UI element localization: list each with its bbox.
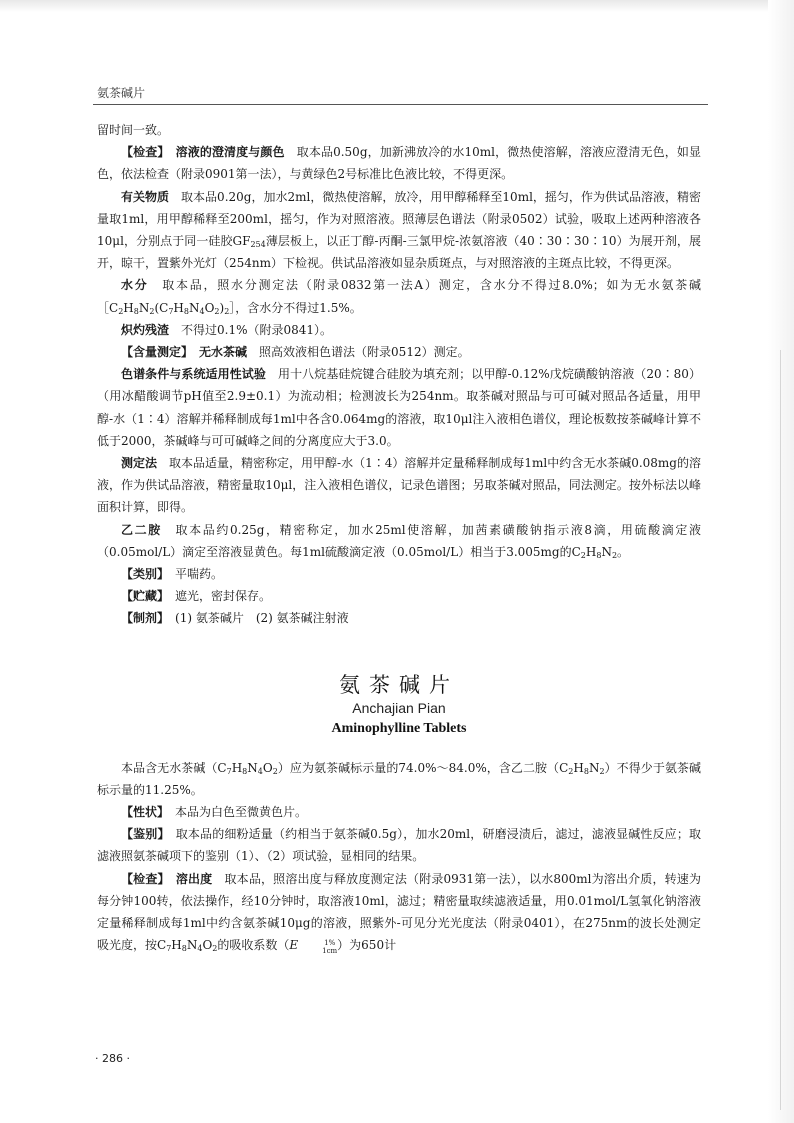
subheading-chromatographic: 色谱条件与系统适用性试验 xyxy=(121,367,266,382)
header-rule xyxy=(93,104,708,105)
paragraph-continuation: 留时间一致。 xyxy=(97,123,170,137)
subheading-ethylenediamine: 乙二胺 xyxy=(121,522,162,537)
paragraph-ethylenediamine: 乙二胺 取本品约0.25g，精密称定，加水25ml使溶解，加茜素磺酸钠指示液8滴，用硫酸滴定液（0.05mol/L）滴定至溶液显黄色。每1ml硫酸滴定液（0.05mol/L）相当于3.005mg的$C_2H_8N_2$。 xyxy=(97,522,701,560)
section-label-category: 【类别】 xyxy=(121,567,164,582)
monograph-title-chinese: 氨茶碱片 xyxy=(339,672,459,697)
absorption-coefficient-symbol: E xyxy=(289,938,299,953)
monograph-title-block xyxy=(97,630,701,757)
scan-shadow-top xyxy=(0,0,794,12)
paragraph-content-statement: 本品含无水茶碱$(C_7H_8N_4O_2)$应为氨茶碱标示量的74.0%～84.0%，含乙二胺$(C_2H_8N_2)$不得少于氨茶碱标示量的11.25%。 xyxy=(97,760,701,797)
absorption-coefficient-indices: 1% 1cm xyxy=(322,939,338,956)
page-body xyxy=(97,119,701,957)
section-label-check: 【检查】 xyxy=(121,145,164,160)
subheading-procedure: 测定法 xyxy=(121,456,158,471)
section-label-identification: 【鉴别】 xyxy=(121,827,164,842)
scan-shadow-right xyxy=(768,0,794,1123)
paragraph-chromatographic-conditions: 色谱条件与系统适用性试验 用十八烷基硅烷键合硅胶为填充剂；以甲醇-0.12%戊烷磺酸钠溶液（20∶80）（用冰醋酸调节pH值至2.9±0.1）为流动相；检测波长为254nm。取茶碱对照品与可可碱对照品各适量，用甲醇-水（1∶4）溶解并稀释制成每1ml中各含0.064mg的溶液，取10μl注入液相色谱仪，理论板数按茶碱峰计算不低于2000，茶碱峰与可可碱峰之间的分离度应大于3.0。 xyxy=(97,367,701,448)
section-label-check-2: 【检查】 xyxy=(121,871,164,886)
subheading-water: 水分 xyxy=(121,278,149,293)
paragraph-identification: 【鉴别】 取本品的细粉适量（约相当于氨茶碱0.5g），加水20ml，研磨浸渍后，滤过，滤液显碱性反应；取滤液照氨茶碱项下的鉴别（1）、（2）项试验，显相同的结果。 xyxy=(97,827,701,864)
paragraph-category: 【类别】 平喘药。 xyxy=(121,567,224,582)
paragraph-description: 【性状】 本品为白色至微黄色片。 xyxy=(121,805,308,820)
paragraph-preparations: 【制剂】 (1) 氨茶碱片 (2) 氨茶碱注射液 xyxy=(121,611,349,626)
subheading-related-substances: 有关物质 xyxy=(121,189,170,204)
paragraph-residue-on-ignition: 炽灼残渣 不得过0.1%（附录0841）。 xyxy=(121,322,333,337)
paragraph-related-substances: 有关物质 取本品0.20g，加水2ml，微热使溶解，放冷，用甲醇稀释至10ml，摇匀，作为供试品溶液，精密量取1ml，用甲醇稀释至200ml，摇匀，作为对照溶液。照薄层色谱法（附录0502）试验，吸取上述两种溶液各10μl，分别点于同一硅胶$GF_{254}$薄层板上，以正丁醇-丙酮-三氯甲烷-浓氨溶液（40∶30∶30∶10）为展开剂，展开，晾干，置紫外光灯（254nm）下检视。供试品溶液如显杂质斑点，与对照溶液的主斑点比较，不得更深。 xyxy=(97,189,701,271)
section-label-preparations: 【制剂】 xyxy=(121,611,164,626)
section-label-description: 【性状】 xyxy=(121,805,164,820)
section-label-storage: 【贮藏】 xyxy=(121,589,164,604)
paragraph-water: 水分 取本品，照水分测定法（附录0832第一法A）测定，含水分不得过8.0%；如为无水氨茶碱$[C_2H_8N_2(C_7H_8N_4O_2)_2]$，含水分不得过1.5%。 xyxy=(97,278,701,316)
subheading-dissolution: 溶出度 xyxy=(175,871,213,886)
paragraph-storage: 【贮藏】 遮光，密封保存。 xyxy=(121,589,272,604)
monograph-title-pinyin: Anchajian Pian xyxy=(352,699,446,716)
subheading-anhydrous-theophylline: 无水茶碱 xyxy=(199,345,248,360)
paragraph-procedure: 测定法 取本品适量，精密称定，用甲醇-水（1∶4）溶解并定量稀释制成每1ml中约含无水茶碱0.08mg的溶液，作为供试品溶液，精密量取10μl，注入液相色谱仪，记录色谱图；另取茶碱对照品，同法测定。按外标法以峰面积计算，即得。 xyxy=(97,456,701,515)
paragraph-dissolution: 【检查】 溶出度 取本品，照溶出度与释放度测定法（附录0931第一法），以水800ml为溶出介质，转速为每分钟100转，依法操作，经10分钟时，取溶液10ml，滤过；精密量取续滤液适量，用0.01mol/L氢氧化钠溶液定量稀释制成每1ml中约含氨茶碱10μg的溶液，照紫外-可见分光光度法（附录0401），在275nm的波长处测定吸光度，按$C_7H_8N_4O_2$的吸收系数（E 1% 1cm ）为650计 xyxy=(97,871,701,956)
paragraph-assay: 【含量测定】 无水茶碱 照高效液相色谱法（附录0512）测定。 xyxy=(121,345,470,360)
monograph-title-english: Aminophylline Tablets xyxy=(331,720,467,736)
subheading-clarity: 溶液的澄清度与颜色 xyxy=(175,145,285,160)
subheading-residue: 炽灼残渣 xyxy=(121,322,170,337)
section-label-assay: 【含量测定】 xyxy=(121,345,188,360)
page-number: · 286 · xyxy=(95,1052,130,1065)
running-header: 氨茶碱片 xyxy=(97,86,146,100)
paragraph-check-clarity: 【检查】 溶液的澄清度与颜色 取本品0.50g，加新沸放冷的水10ml，微热使溶解，溶液应澄清无色，如显色，依法检查（附录0901第一法），与黄绿色2号标准比色液比较，不得更深。 xyxy=(97,145,701,182)
